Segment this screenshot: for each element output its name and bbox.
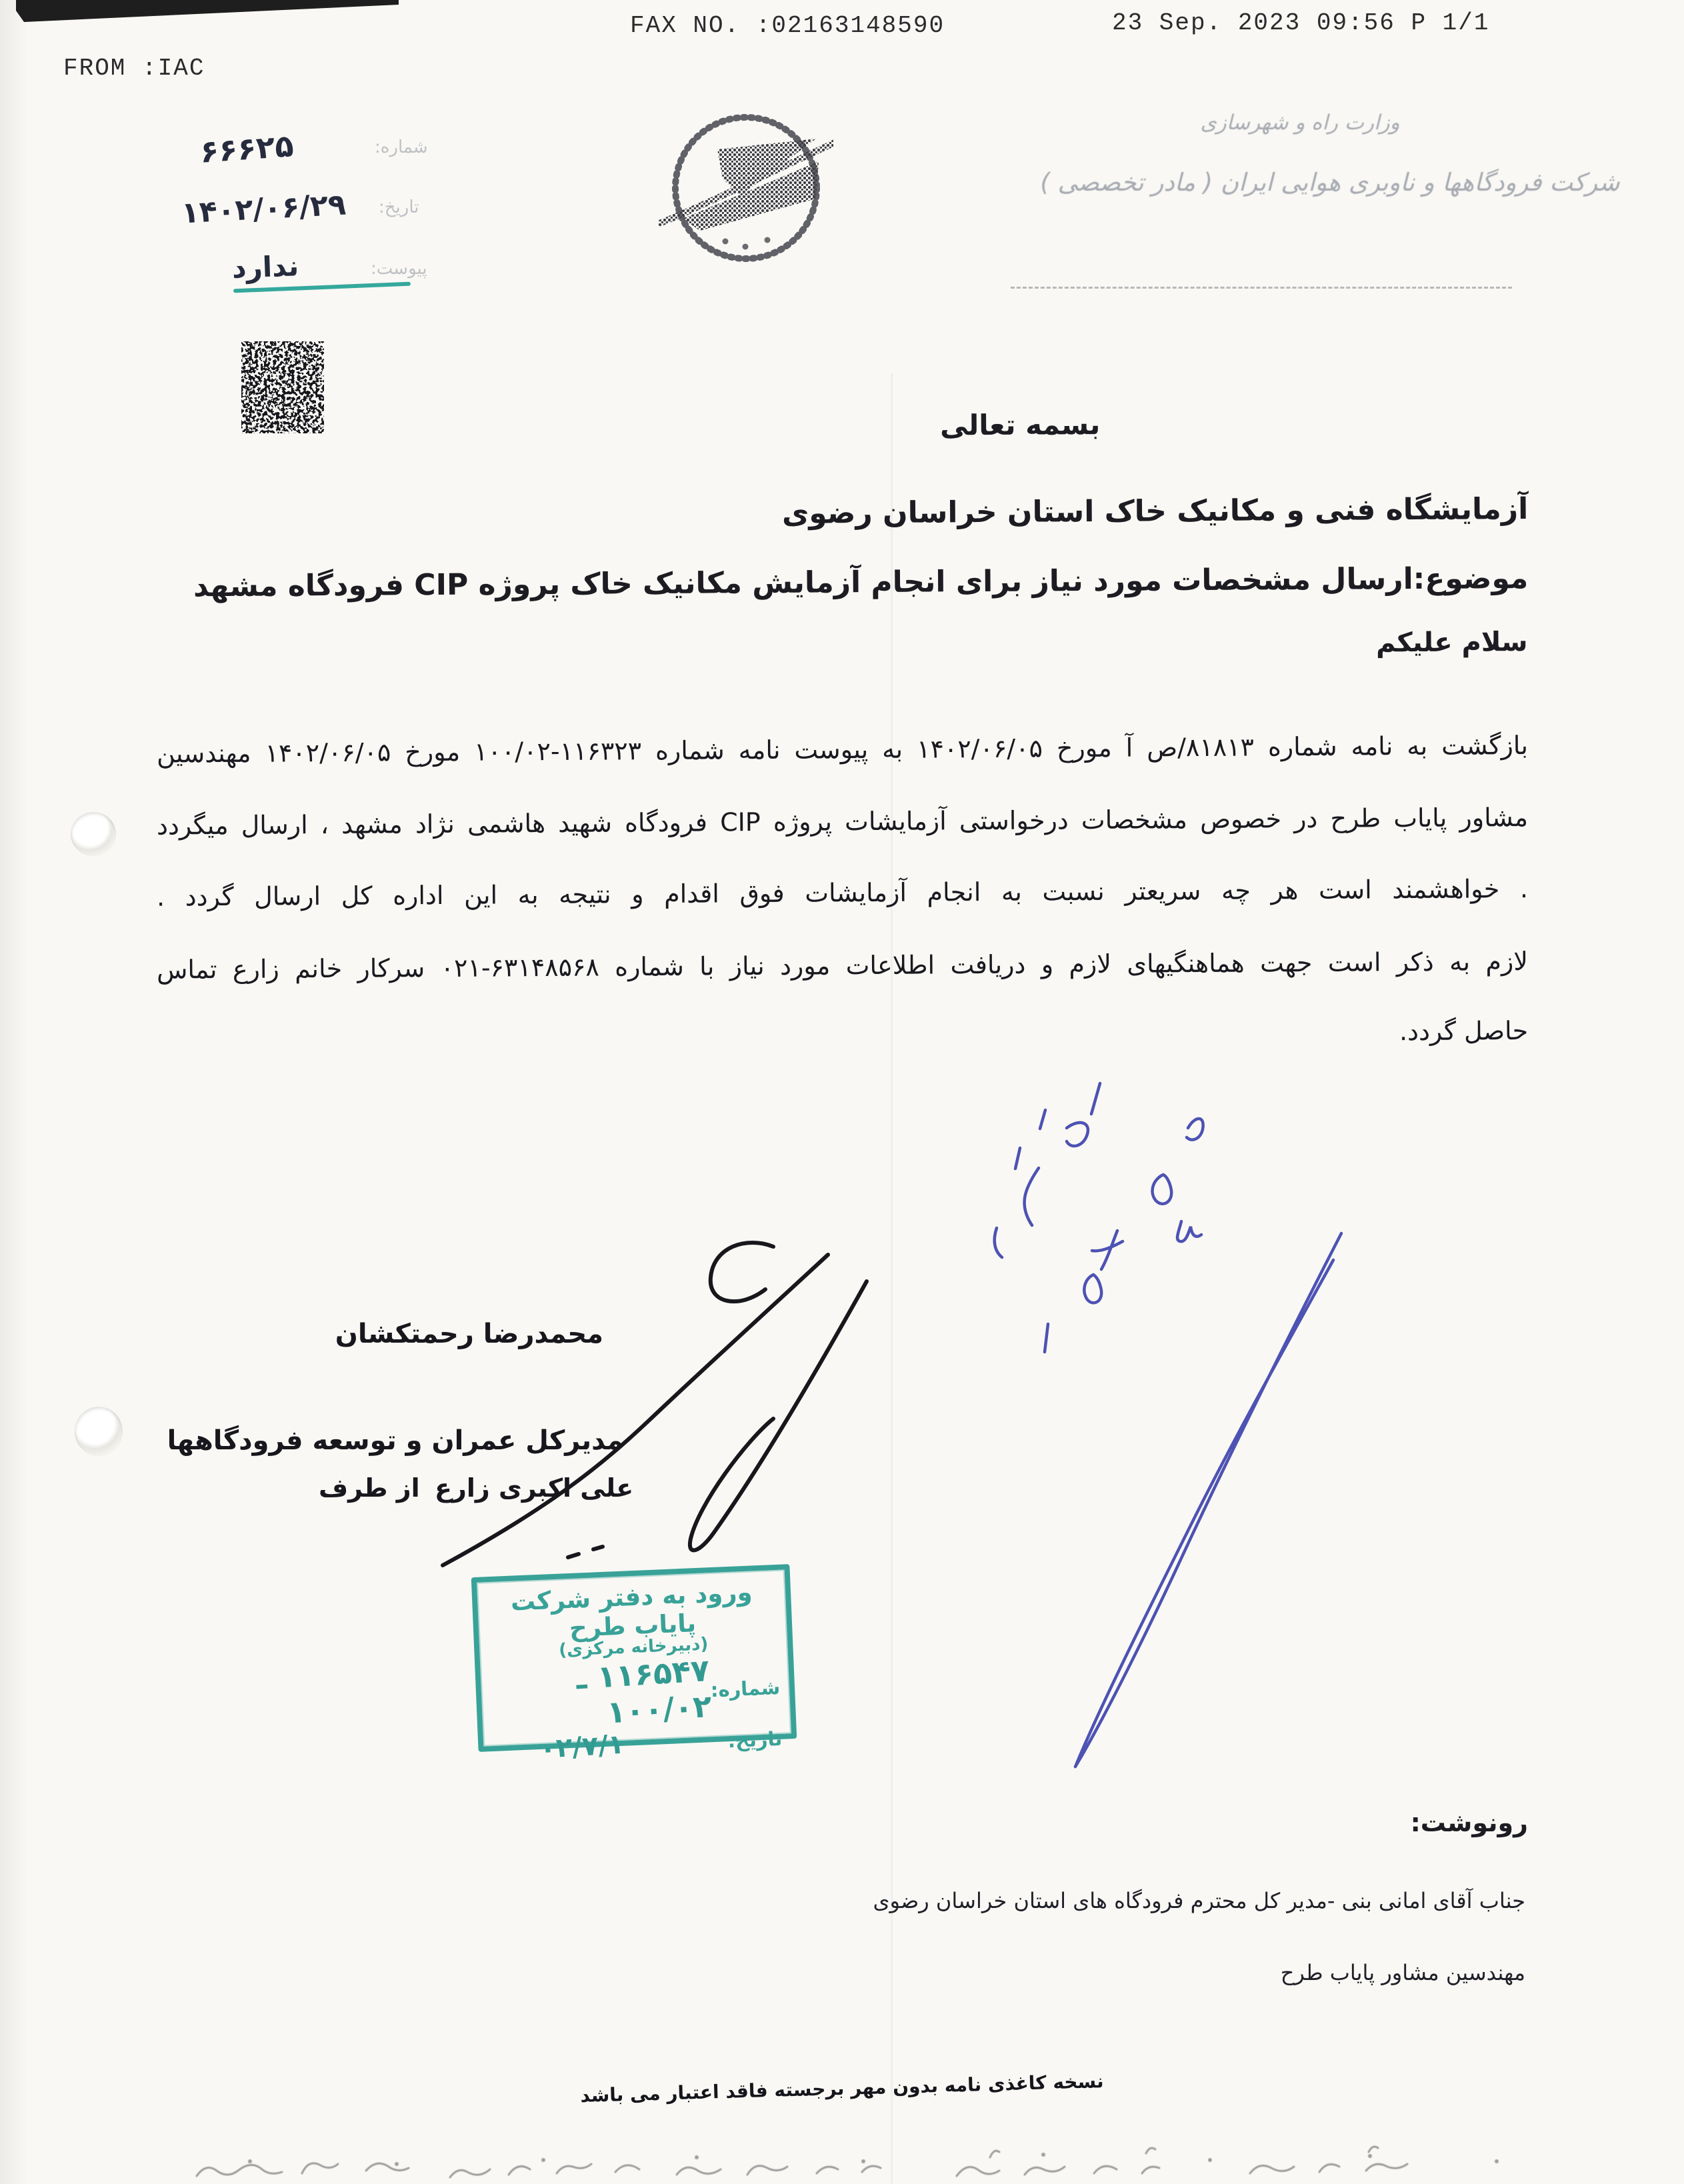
stamp-date-label: تاریخ: [727,1727,783,1753]
body-line: حاصل گردد. [1399,1016,1529,1047]
cc-item: مهندسین مشاور پایاب طرح [1280,1960,1525,1985]
cc-item: جناب آقای امانی بنی -مدیر کل محترم فرودگاه های استان خراسان رضوی [873,1888,1525,1913]
reg-date-value: ۱۴۰۲/۰۶/۲۹ [180,187,347,231]
reg-attachment-label: پیوست: [371,259,427,279]
reg-date-label: تاریخ: [379,197,419,217]
letterhead-company: شرکت فرودگاهها و ناوبری هوایی ایران ( مادر تخصصی ) [1040,168,1620,197]
signature-name: محمدرضا رحمتکشان [335,1319,603,1349]
iac-airplane-logo [659,97,833,280]
body-line: بازگشت به نامه شماره ۸۱۸۱۳/ص آ مورخ ۱۴۰۲/۰۶/۰۵ به پیوست نامه شماره ۱۱۶۳۲۳-۱۰۰/۰۲ مورخ ۱۴۰۲/۰۶/۰۵ مهندسین [156,731,1529,769]
bottom-cutoff-calligraphy [170,2137,1563,2184]
stamp-title: ورود به دفتر شرکت پایاب طرح [510,1577,753,1643]
stamp-number-label: شماره: [710,1675,781,1702]
footer-notice: نسخه کاغذی نامه بدون مهر برجسته فاقد اعتبار می باشد [580,2070,1104,2107]
basmala: بسمه تعالی [939,408,1101,442]
reg-number-value: ۶۶۶۲۵ [199,127,295,170]
body-line: . خواهشمند است هر چه سریعتر نسبت به انجام آزمایشات فوق اقدام و نتیجه به این اداره کل ارسال گردد . [156,874,1529,912]
fax-from: FROM :IAC [63,55,205,82]
on-behalf-name: علی اکبری زارع [435,1473,634,1503]
reg-number-label: شماره: [375,137,428,157]
cc-label: رونوشت: [1410,1808,1528,1837]
stamp-subtitle: (دبیرخانه مرکزی) [558,1634,709,1661]
fax-number: FAX NO. :02163148590 [630,12,945,39]
scan-edge-artifact [0,0,413,27]
signature-title: مدیرکل عمران و توسعه فرودگاهها [167,1425,623,1456]
letterhead-ministry: وزارت راه و شهرسازی [1200,111,1400,135]
datamatrix-barcode [240,340,325,435]
body-line: مشاور پایاب طرح در خصوص مشخصات درخواستی آزمایشات پروژه CIP فرودگاه شهید هاشمی نژاد مشهد ، ارسال میگردد [156,803,1529,841]
signature-scribble [400,1220,913,1607]
punch-hole [71,812,116,856]
salutation: سلام علیکم [1376,627,1529,659]
stamp-date-value: ۰۲/۷/۱ [539,1729,625,1765]
fax-timestamp: 23 Sep. 2023 09:56 P 1/1 [1112,9,1490,37]
body-line: لازم به ذکر است جهت هماهنگیهای لازم و دریافت اطلاعات مورد نیاز با شماره ۶۳۱۴۸۵۶۸-۰۲۱ سرکار خانم زارع تماس [156,947,1529,985]
recipient-line: آزمایشگاه فنی و مکانیک خاک استان خراسان رضوی [781,492,1529,531]
punch-hole [75,1407,123,1456]
subject-line: موضوع:ارسال مشخصات مورد نیاز برای انجام آزمایش مکانیک خاک پروژه CIP فرودگاه مشهد [193,561,1529,604]
reg-attachment-value: ندارد [231,249,299,285]
letterhead-divider [1011,287,1512,289]
scan-edge-shade [0,0,28,2184]
blue-pen-annotations [933,1033,1440,1813]
on-behalf-label: از طرف [319,1473,420,1503]
entry-stamp [471,1564,797,1765]
stamp-number-value: ۱۱۶۵۴۷ ـ ۱۰۰/۰۲ [575,1651,713,1731]
